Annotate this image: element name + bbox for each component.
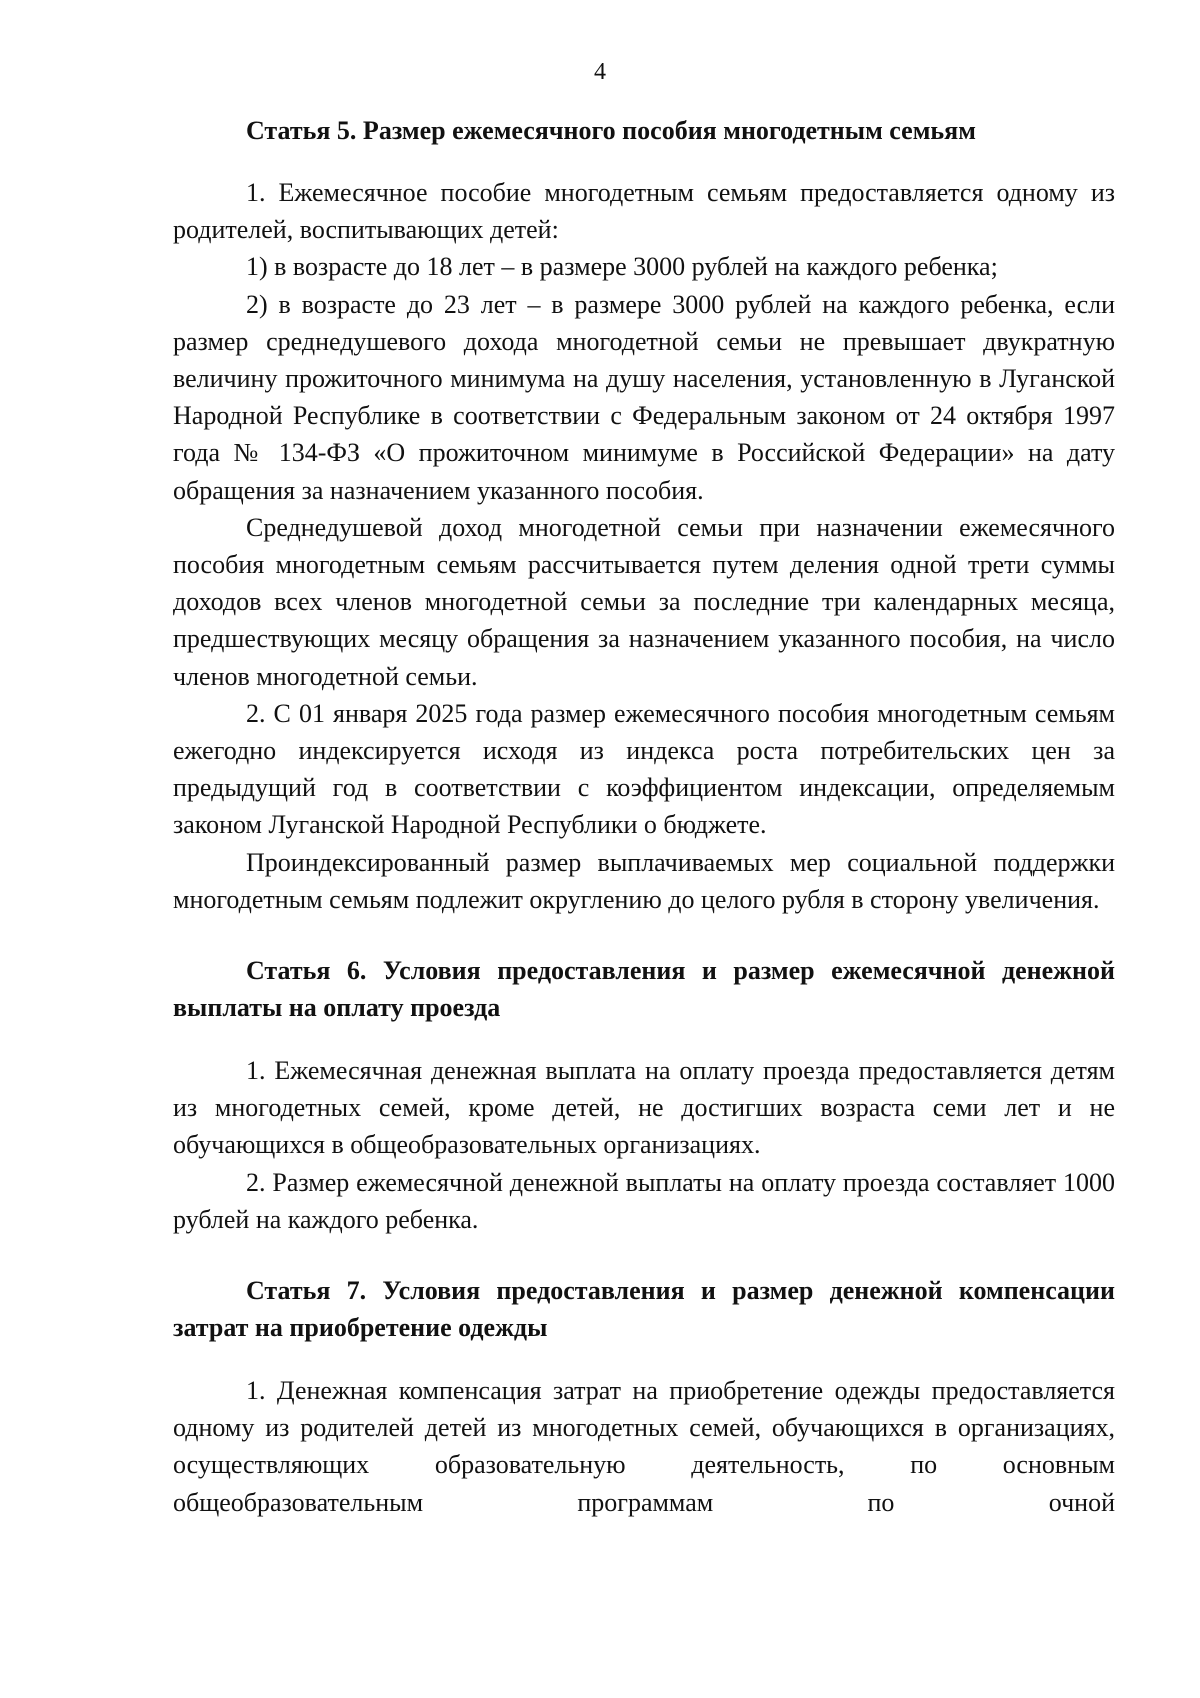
article-6-paragraph-2: 2. Размер ежемесячной денежной выплаты на оплату проезда составляет 1000 рублей на каждого ребенка.	[173, 1167, 1115, 1234]
article-7-heading: Статья 7. Условия предоставления и размер денежной компенсации затрат на приобретение одежды	[173, 1276, 1115, 1343]
article-5	[173, 112, 1115, 918]
article-6	[173, 952, 1115, 1238]
article-5-paragraph-4: Среднедушевой доход многодетной семьи при назначении ежемесячного пособия многодетным семьям рассчитывается путем деления одной трети суммы доходов всех членов многодетной семьи за последние три календарных месяца, предшествующих месяцу обращения за назначением указанного пособия, на число членов многодетной семьи.	[173, 512, 1115, 691]
article-6-paragraph-1: 1. Ежемесячная денежная выплата на оплату проезда предоставляется детям из многодетных семей, кроме детей, не достигших возраста семи лет и не обучающихся в общеобразовательных организациях.	[173, 1056, 1115, 1160]
page-number: 4	[594, 59, 606, 85]
article-5-heading: Статья 5. Размер ежемесячного пособия многодетным семьям	[246, 116, 976, 145]
document-body	[173, 112, 1115, 1521]
article-6-heading: Статья 6. Условия предоставления и размер ежемесячной денежной выплаты на оплату проезда	[173, 956, 1115, 1023]
article-7	[173, 1272, 1115, 1521]
article-5-paragraph-1: 1. Ежемесячное пособие многодетным семьям предоставляется одному из родителей, воспитывающих детей:	[173, 178, 1115, 245]
article-5-paragraph-2: 1) в возрасте до 18 лет – в размере 3000 рублей на каждого ребенка;	[246, 252, 998, 282]
article-5-paragraph-3: 2) в возрасте до 23 лет – в размере 3000 рублей на каждого ребенка, если размер среднедушевого дохода многодетной семьи не превышает двукратную величину прожиточного минимума на душу населения, установленную в Луганской Народной Республике в соответствии с Федеральным законом от 24 октября 1997 года № 134-ФЗ «О прожиточном минимуме в Российской Федерации» на дату обращения за назначением указанного пособия.	[173, 289, 1115, 505]
article-5-paragraph-6: Проиндексированный размер выплачиваемых мер социальной поддержки многодетным семьям подлежит округлению до целого рубля в сторону увеличения.	[173, 847, 1115, 914]
article-7-paragraph-1: 1. Денежная компенсация затрат на приобретение одежды предоставляется одному из родителей детей из многодетных семей, обучающихся в организациях, осуществляющих образовательную деятельность, по основным общеобразовательным программам по очной	[173, 1376, 1115, 1517]
article-5-paragraph-5: 2. С 01 января 2025 года размер ежемесячного пособия многодетным семьям ежегодно индексируется исходя из индекса роста потребительских цен за предыдущий год в соответствии с коэффициентом индексации, определяемым законом Луганской Народной Республики о бюджете.	[173, 698, 1115, 840]
